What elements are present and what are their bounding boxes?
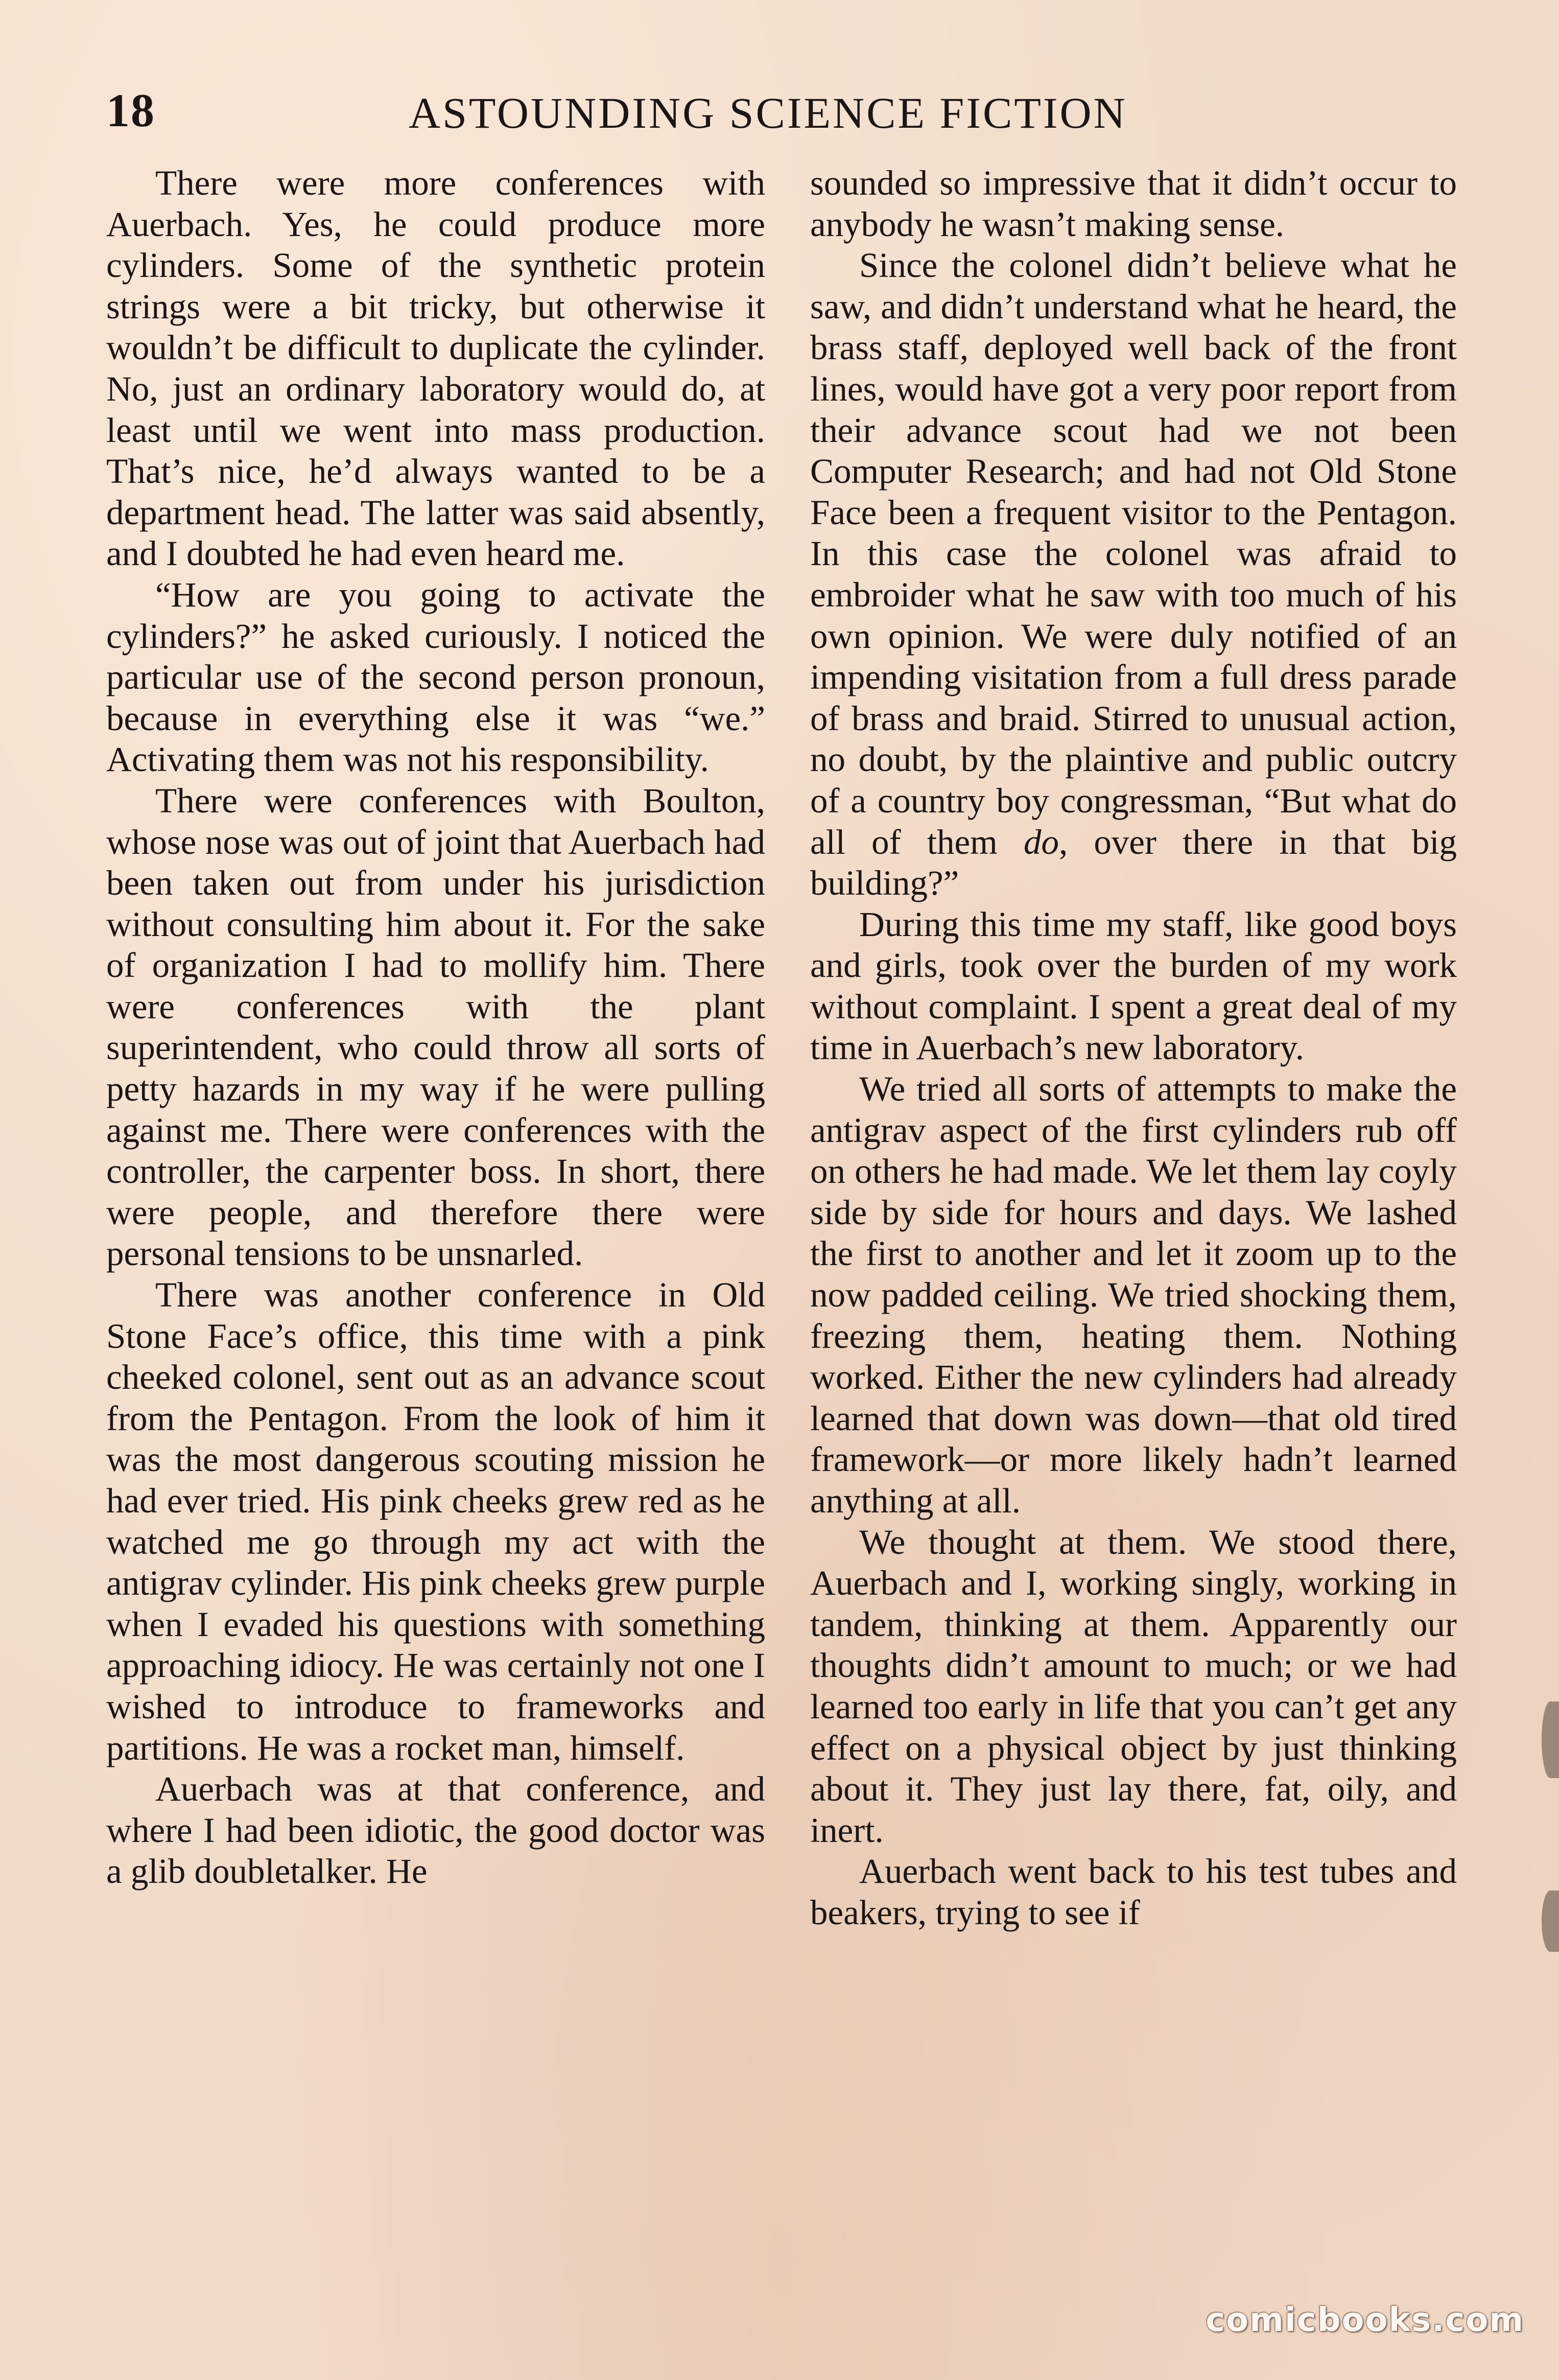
binding-hole-mark (1542, 1701, 1559, 1778)
paragraph: During this time my staff, like good boys and girls, took over the burden of my work without complaint. I spent a great deal of my time in Auerbach’s new laboratory. (810, 904, 1457, 1067)
paragraph: Auerbach went back to his test tubes and beakers, trying to see if (810, 1852, 1457, 1932)
paragraph: We tried all sorts of attempts to make the antigrav aspect of the first cylinders rub off on others he had made. We let them lay coyly side by side for hours and days. We lashed the first to another and let it zoom up to the now padded ceiling. We tried shocking them, freezing them, heating them. Nothing worked. Either the new cylinders had already learned that down was down—that old tired framework—or more likely hadn’t learned anything at all. (810, 1069, 1457, 1520)
paragraph: “How are you going to activate the cylinders?” he asked curiously. I noticed the particular use of the second person pronoun, because in everything else it was “we.” Activating them was not his responsibility. (106, 575, 765, 779)
watermark: comicbooks.com (1206, 2301, 1524, 2339)
paragraph-text: Since the colonel didn’t believe what he saw, and didn’t understand what he heard, the brass staff, deployed well back of the front lines, would have got a very poor report from their advance scout had we not been Computer Research; and had not Old Stone Face been a frequent visitor to the Pentagon. In this case the colonel was afraid to embroider what he saw with too much of his own opinion. We were duly notified of an impending visitation from a full dress parade of brass and braid. Stirred to unusual action, no doubt, by the plaintive and public outcry of a country boy congressman, “But what do all of them (810, 246, 1457, 861)
paragraph: There were conferences with Boulton, whose nose was out of joint that Auerbach had been taken out from under his jurisdiction without consulting him about it. For the sake of organization I had to mollify him. There were conferences with the plant superintendent, who could throw all sorts of petty hazards in my way if he were pulling against me. There were conferences with the controller, the carpenter boss. In short, there were people, and therefore there were personal tensions to be unsnarled. (106, 781, 765, 1273)
paragraph: Auerbach was at that conference, and where I had been idiotic, the good doctor was a glib doubletalker. He (106, 1769, 765, 1891)
paragraph: There was another conference in Old Stone Face’s office, this time with a pink cheeked colonel, sent out as an advance scout from the Pentagon. From the look of him it was the most dangerous scouting mission he had ever tried. His pink cheeks grew red as he watched me go through my act with the antigrav cylinder. His pink cheeks grew purple when I evaded his questions with something approaching idiocy. He was certainly not one I wished to introduce to frameworks and partitions. He was a rocket man, himself. (106, 1275, 765, 1767)
paragraph-continuation: sounded so impressive that it didn’t occur to anybody he wasn’t making sense. (810, 164, 1457, 244)
paragraph (810, 245, 1457, 904)
binding-hole-mark (1542, 1891, 1559, 1952)
page-number: 18 (106, 84, 155, 136)
right-text-column (810, 162, 1457, 1933)
running-head: ASTOUNDING SCIENCE FICTION (409, 88, 1127, 137)
emphasis-text: do (1023, 822, 1059, 861)
paragraph: We thought at them. We stood there, Auerbach and I, working singly, working in tandem, thinking at them. Apparently our thoughts didn’t amount to much; or we had learned too early in life that you can’t get any effect on a physical object by just thinking about it. They just lay there, fat, oily, and inert. (810, 1522, 1457, 1850)
left-text-column (106, 162, 765, 1892)
paragraph: There were more conferences with Auerbach. Yes, he could produce more cylinders. Some of the synthetic protein strings were a bit tricky, but otherwise it wouldn’t be difficult to duplicate the cylinder. No, just an ordinary laboratory would do, at least until we went into mass production. That’s nice, he’d always wanted to be a department head. The latter was said absently, and I doubted he had even heard me. (106, 164, 765, 573)
paragraph-text: , over there in that big building?” (810, 822, 1457, 903)
